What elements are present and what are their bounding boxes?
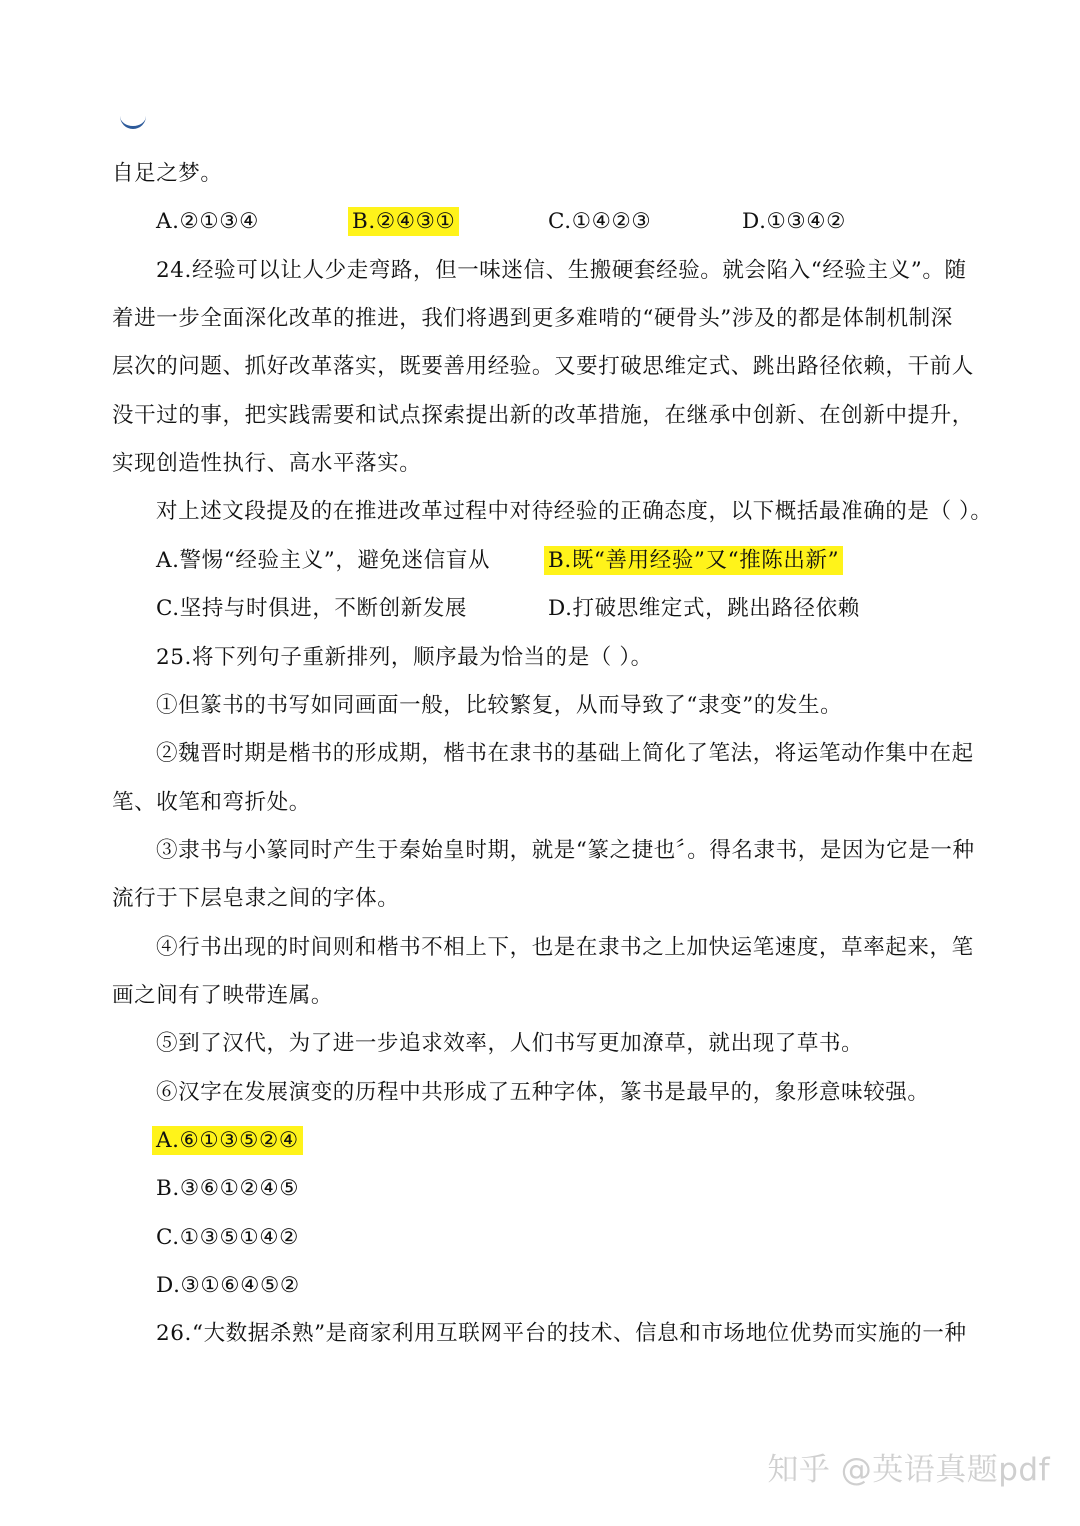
q25-sentence: 流行于下层皂隶之间的字体。 <box>112 886 400 911</box>
q24-option-a: A.警惕“经验主义”，避免迷信盲从 <box>156 548 491 573</box>
q25-option-a <box>156 1126 303 1156</box>
q25-sentence: 笔、收笔和弯折处。 <box>112 790 311 815</box>
q23-option-c: C.①④②③ <box>548 209 652 234</box>
q24-paragraph-line: 着进一步全面深化改革的推进，我们将遇到更多难啃的“硬骨头”涉及的都是体制机制深 <box>112 306 953 331</box>
q24-paragraph-line: 没干过的事，把实践需要和试点探索提出新的改革措施，在继承中创新、在创新中提升， <box>112 403 974 428</box>
q25-question: 25.将下列句子重新排列，顺序最为恰当的是（ ）。 <box>156 645 653 670</box>
highlight-answer: A.⑥①③⑤②④ <box>152 1126 303 1155</box>
q25-option-c: C.①③⑤①④② <box>156 1225 299 1250</box>
watermark: 知乎 @英语真题pdf <box>767 1452 1050 1488</box>
highlight-answer: B.②④③① <box>348 207 459 236</box>
q24-option-c: C.坚持与时俱进，不断创新发展 <box>156 596 468 621</box>
q25-option-b: B.③⑥①②④⑤ <box>156 1176 300 1201</box>
q25-sentence: ④行书出现的时间则和楷书不相上下，也是在隶书之上加快运笔速度，草率起来，笔 <box>156 935 974 960</box>
q23-option-d: D.①③④② <box>742 209 847 234</box>
q26-paragraph-line: 26.“大数据杀熟”是商家利用互联网平台的技术、信息和市场地位优势而实施的一种 <box>156 1321 967 1346</box>
q25-sentence: ①但篆书的书写如同画面一般，比较繁复，从而导致了“隶变”的发生。 <box>156 693 843 718</box>
q24-option-b <box>548 546 843 576</box>
q23-option-a: A.②①③④ <box>156 209 260 234</box>
q24-option-d: D.打破思维定式，跳出路径依赖 <box>548 596 860 621</box>
q24-paragraph-line: 层次的问题、抓好改革落实，既要善用经验。又要打破思维定式、跳出路径依赖，干前人 <box>112 354 974 379</box>
q25-sentence: 画之间有了映带连属。 <box>112 983 334 1008</box>
q25-sentence: ⑤到了汉代，为了进一步追求效率，人们书写更加潦草，就出现了草书。 <box>156 1031 864 1056</box>
q23-option-b <box>352 207 459 237</box>
corner-logo-fragment <box>120 112 146 129</box>
q24-question: 对上述文段提及的在推进改革过程中对待经验的正确态度，以下概括最准确的是（ ）。 <box>156 499 993 524</box>
q25-sentence: ②魏晋时期是楷书的形成期，楷书在隶书的基础上简化了笔法，将运笔动作集中在起 <box>156 741 974 766</box>
q25-option-d: D.③①⑥④⑤② <box>156 1273 300 1298</box>
q24-paragraph-line: 24.经验可以让人少走弯路，但一味迷信、生搬硬套经验。就会陷入“经验主义”。随 <box>156 258 967 283</box>
q25-sentence: ③隶书与小篆同时产生于秦始皇时期，就是“篆之捷也〞。得名隶书，是因为它是一种 <box>156 838 975 863</box>
q25-sentence: ⑥汉字在发展演变的历程中共形成了五种字体，篆书是最早的，象形意味较强。 <box>156 1080 930 1105</box>
highlight-answer: B.既“善用经验”又“推陈出新” <box>544 546 843 575</box>
text-line: 自足之梦。 <box>112 161 223 186</box>
q24-paragraph-line: 实现创造性执行、高水平落实。 <box>112 451 422 476</box>
